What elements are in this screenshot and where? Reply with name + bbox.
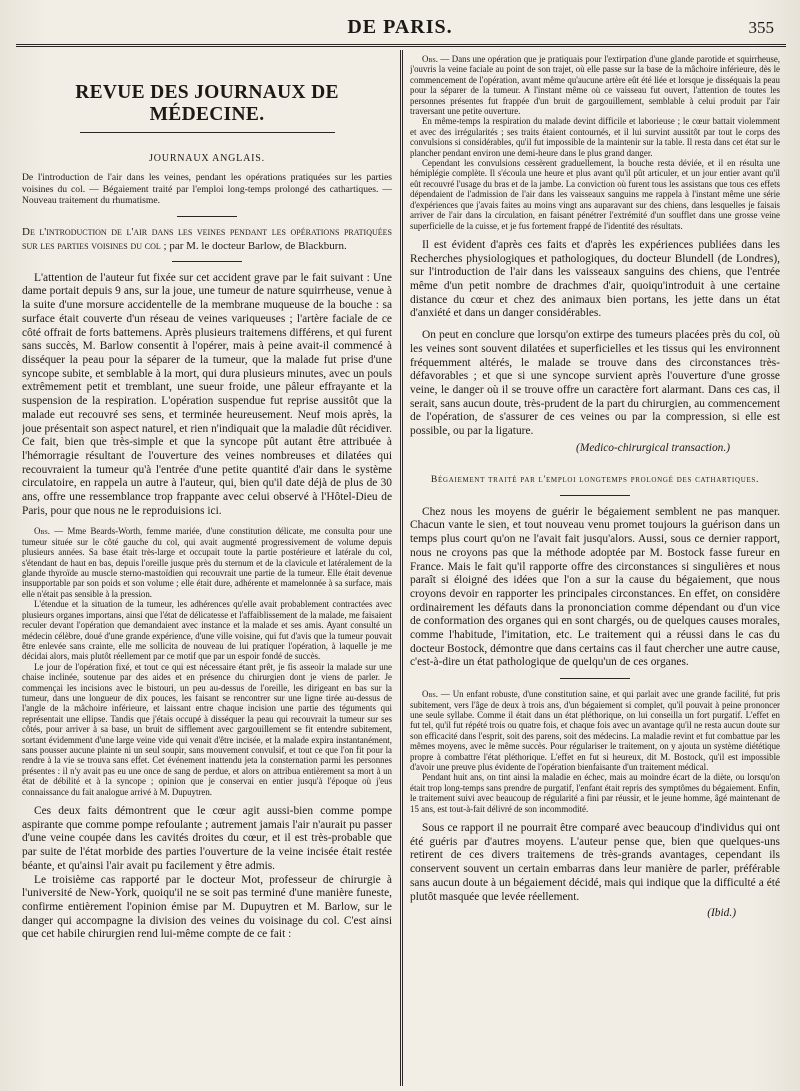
paragraph: Ces deux faits démontrent que le cœur agit aussi-bien comme pompe aspirante que comme pompe refoulante ; autrement jamais l'air n'aurait pu passer d'une veine coupée dans les cavités droites du cœur, et il est très-probable que par suite de l'état morbide des parties l'ouverture de la veine incisée était restée béante, et qu'ainsi l'air avait pu facilement y être admis. [22,805,392,872]
source-citation: (Ibid.) [707,907,736,920]
obs-label: Obs. — [422,54,450,64]
observation-text: Dans une opération que je pratiquais pour l'extirpation d'une glande parotide et squirrheuse, j'ouvris la veine faciale au point de son trajet, où elle passe sur la base de la mâchoire inférieure, dès le commencement de l'opération, avant même qu'aucune artère eût été liée et lorsque je disséquais la peau pour la séparer de la tumeur. A l'instant même où ce vaisseau fut ouvert, l'attention de toutes les personnes présentes fut frappée d'un bruit de gargouillement, semblable à celui produit par l'air traversant une petite ouverture. [410,54,780,117]
paragraph: L'attention de l'auteur fut fixée sur cet accident grave par le fait suivant : Une dame portait depuis 9 ans, sur la joue, une tumeur de nature squirrheuse, venue à la suite d'une morsure accidentelle de la membrane muqueuse de la bouche : sa surface était couverte d'un réseau de veines variqueuses ; l'artère faciale de ce côté offrait de forts battemens. Après plusieurs traitemens différens, et qui furent sans succès, M. Barlow consentit à l'opérer, mais à peine avait-il commencé à disséquer la peau pour la séparer de la tumeur, que la malade fut prise d'une syncope subite, et semblable à la mort, qui dura plusieurs minutes, avec un pouls extrêmement petit et tremblant, une sueur froide, une pâleur effrayante et la suspension de la respiration. L'opération suspendue fut reprise aussitôt que la malade eut recouvré ses sens, et terminée heureusement. Neuf mois après, la joue présentait son aspect naturel, et rien n'indiquait que la maladie dût récidiver. Ce fait, bien que très-simple et que la syncope pût autant être attribuée à l'hémorragie résultant de l'ouverture des veines nombreuses et dilatées qui recouvraient la tumeur qu'à l'entrée d'une petite quantité d'air dans le système circulatoire, en rappela un autre à l'auteur, qui, bien qu'il date déjà de plus de 30 ans, offre une ressemblance trop frappante avec celui observé à l'Hôtel-Dieu de Paris, pour que nous ne le reproduisions ici. [22,271,392,517]
section-summary: De l'introduction de l'air dans les veines, pendant les opérations pratiquées sur les parties voisines du col. — Bégaiement traité par l'emploi long-temps prolongé des cathartiques. — Nouveau traitement du rhumatisme. [22,172,392,207]
observation-paragraph [22,526,392,599]
running-title: DE PARIS. [347,16,453,38]
column-divider [400,50,403,1086]
article-title [22,225,392,253]
observation-paragraph: L'étendue et la situation de la tumeur, les adhérences qu'elle avait probablement contractées avec plusieurs organes importans, ainsi que l'état de délicatesse et l'affaiblissement de la malade, me faisaient reculer devant l'opération que demandaient avec instance et la malade et ses amis. Ayant consulté un médecin célèbre, doué d'une grande expérience, d'une ville voisine, qui fut d'avis que la tumeur pouvait être enlevée sans crainte, elle me sollicita de nouveau de lui pratiquer l'opération, à laquelle je me décidai alors, mais plutôt réellement par ce motif que par un espoir fondé de succès. [22,599,392,662]
left-column [22,54,392,1088]
observation-paragraph: En même-temps la respiration du malade devint difficile et laborieuse ; le cœur battait violemment et avec des irrégularités ; ses traits étaient contournés, et il lui survint aussitôt par tout le corps des convulsions si considérables, qu'il fut impossible de la maintenir sur la table. Il resta dans cet état sur le plancher pendant environ une demi-heure dans le plus grand danger. [410,116,780,158]
review-title: REVUE DES JOURNAUX DE MÉDECINE. [75,82,339,125]
obs-label: Obs. — [34,526,64,537]
source-citation: (Medico-chirurgical transaction.) [576,441,730,454]
title-rule [80,132,335,133]
paragraph-rule [560,678,630,679]
observation-paragraph [410,54,780,116]
obs-label: Obs. — [422,689,450,700]
observation-paragraph: Le jour de l'opération fixé, et tout ce qui est nécessaire étant prêt, je fis asseoir la malade sur une chaise inclinée, soutenue par des aides et en présence du chirurgien dont je viens de parler. Je commençai les incisions avec le bistouri, un peu au-dessus de l'oreille, les dirigeant en bas sur la tumeur, dans une longueur de dix pouces, les faisant se rencontrer sur une ligne tirée au-dessus de l'angle de la mâchoire inférieure, et laissant entre chaque incision une partie des téguments qui représentait une ellipse. Tandis que j'étais occupé à disséquer la peau qui recouvrait la tumeur sur ses côtés, pour arriver à sa base, un bruit de sifflement avec gargouillement se fit entendre subitement, sortant évidemment d'une large veine vide qui venait d'être incisée, et la malade expira instantanément, sans pousser aucune plainte ni un seul soupir, sans mouvement convulsif, et tout ce que l'on fit pour la rendre à la vie se trouva sans effet. Cet événement inattendu jeta la consternation parmi les personnes présentes : il n'y avait pas eu une once de sang de perdue, et alors on attribua entièrement sa mort à un état de débilité et à la syncope ; opinion que je conservai en entier jusqu'à l'époque où j'eus connaissance du fait analogue arrivé à M. Dupuytren. [22,661,392,797]
paragraph: Il est évident d'après ces faits et d'après les expériences publiées dans les Recherches physiologiques et pathologiques, du docteur Blundell (de Londres), sur l'introduction de l'air dans les vaisseaux sanguins des chiens, que l'entrée même d'un petit nombre de drachmes d'air, quoiqu'introduit à une certaine distance du cœur et chez des animaux bien portans, les jette dans un état d'anxiété et dans un danger considérables. [410,238,780,320]
page-number: 355 [748,18,774,37]
article-title: Bégaiement traité par l'emploi longtemps prolongé des cathartiques. [430,473,760,485]
article-title-tail: par M. le docteur Barlow, de Blackburn. [169,239,347,252]
observation-text: Un enfant robuste, d'une constitution saine, et qui parlait avec une grande facilité, fut pris subitement, vers l'âge de deux à trois ans, d'un bégaiement si complet, qu'il pouvait à peine prononcer une seule syllabe. Comme il était dans un état pléthorique, on lui conseilla un fort purgatif. L'effet en fut tel, qu'il fut répété trois ou quatre fois, et chaque fois avec un avantage qu'il ne resta aucun doute sur son efficacité dans l'esprit, soit des parens, soit des médecins. La maladie revint et fut combattue par les mêmes moyens, avec le même succès. Pour régulariser le traitement, on y ajouta un système diététique propre à combattre l'état pléthorique. L'effet en fut si heureux, dit M. Bostock, qu'il est impossible d'avoir une preuve plus évidente de l'opération bienfaisante d'un traitement médical. [410,689,780,773]
paragraph: Sous ce rapport il ne pourrait être comparé avec beaucoup d'individus qui ont été guéris par d'autres moyens. L'auteur pense que, bien que quelques-uns retirent de ces divers traitemens de très-grands avantages, cependant ils conservent souvent un certain embarras dans leur manière de parler, préférable sans aucun doute à un bégaiement décidé, mais qui indique que la difficulté a été plutôt masquée que levée réellement. [410,822,780,903]
paragraph: Chez nous les moyens de guérir le bégaiement semblent ne pas manquer. Chacun vante le sien, et tout nouveau venu promet toujours la guérison dans un temps plus court qu'on ne l'avait fait jusqu'alors. Aussi, sous ce dernier rapport, nous ne croyons pas que la méthode adoptée par M. Bostock fasse fureur en France. Mais le fait qu'il rapporte offre des circonstances si singulières et nous paraît si éloigné des idées que l'on a sur la cause du bégaiement, que nous croyons devoir en rapporter les principales circonstances. En effet, on considère ordinairement les défauts dans la prononciation comme dépendant ou d'un vice de conformation des organes qui en sont chargés, ou de quelques causes morales, comme l'habitude, l'imitation, etc. Le traitement qui a réussi dans le cas du docteur Bostock, démontre que dans certains cas il faut chercher une autre cause, c'est-à-dire un état pathologique de quelqu'un de ces organes. [410,505,780,669]
article-title-lead: De l'introduction de l'air dans les veines pendant les opérations pratiquées sur les parties voisines du col ; [22,225,392,252]
summary-rule [177,216,237,217]
article-rule [172,261,242,262]
header-rule [16,44,786,47]
observation-paragraph: Pendant huit ans, on tint ainsi la maladie en échec, mais au moindre écart de la diète, ou lorsqu'on était trop long-temps sans prendre de purgatif, l'enfant était repris des symptômes du bégaiement. Enfin, le traitement suivi avec beaucoup de régularité a fini par réussir, et le jeune homme, âgé maintenant de 15 ans, est tout-à-fait délivré de son incommodité. [410,772,780,814]
right-column [410,54,780,1088]
running-head [20,14,780,44]
section-title: JOURNAUX ANGLAIS. [149,153,265,164]
paragraph: Le troisième cas rapporté par le docteur Mot, professeur de chirurgie à l'université de New-York, quoiqu'il ne se soit pas terminé d'une manière funeste, confirme entièrement l'opinion émise par M. Dupuytren et M. Barlow, sur le danger qui accompagne la division des veines du voisinage du col. C'est ainsi que cet habile chirurgien rend lui-même compte de ce fait : [22,873,392,941]
observation-paragraph [410,689,780,772]
article-rule [560,495,630,496]
paragraph: On peut en conclure que lorsqu'on extirpe des tumeurs placées près du col, où les veines sont souvent dilatées et superficielles et les tissus qui les environnent fréquemment altérés, le malade se trouve dans des circonstances très-défavorables ; et que si une syncope survient après l'ouverture d'une grosse veine, le danger où il se trouve offre un caractère fort alarmant. Dans ces cas, il serait, sans aucun doute, très-prudent de la part du chirurgien, au commencement de l'opération, de s'assurer de ces veines ou par la compression, si elle est possible, ou par la ligature. [410,329,780,438]
observation-text: Mme Beards-Worth, femme mariée, d'une constitution délicate, me consulta pour une tumeur située sur le côté gauche du col, qui avait augmenté progressivement de volume depuis plusieurs années. Sa base était très-large et occupait toute la partie postérieure et latérale du col, s'étendant de haut en bas, depuis l'oreille jusque près du sternum et de la clavicule et latéralement de la glande thyroïde au muscle sterno-mastoïdien qui recouvrait une partie de la tumeur. Elle était devenue insupportable par son poids et son volume ; elle était dure, adhérente et mamelonnée à sa surface, mais elle n'était pas sensible à la pression. [22,526,392,599]
observation-paragraph: Cependant les convulsions cessèrent graduellement, la bouche resta déviée, et il en résulta une hémiplégie complète. Il s'écoula une heure et plus avant qu'il pût articuler, et un jour entier avant qu'il eût recouvré l'usage du bras et de la jambe. La conviction où furent tous les assistans que tous ces effets dépendaient de l'admission de l'air dans les vaisseaux sanguins me rappela à l'instant même une série d'expériences que j'avais faites au moins vingt ans auparavant sur des chiens, dans lesquelles je faisais arriver de l'air dans la circulation, en faisant pénétrer l'extrémité d'un soufflet dans une grosse veine superficielle de la cuisse, et je fus fortement frappé de l'identité des résultats. [410,158,780,231]
